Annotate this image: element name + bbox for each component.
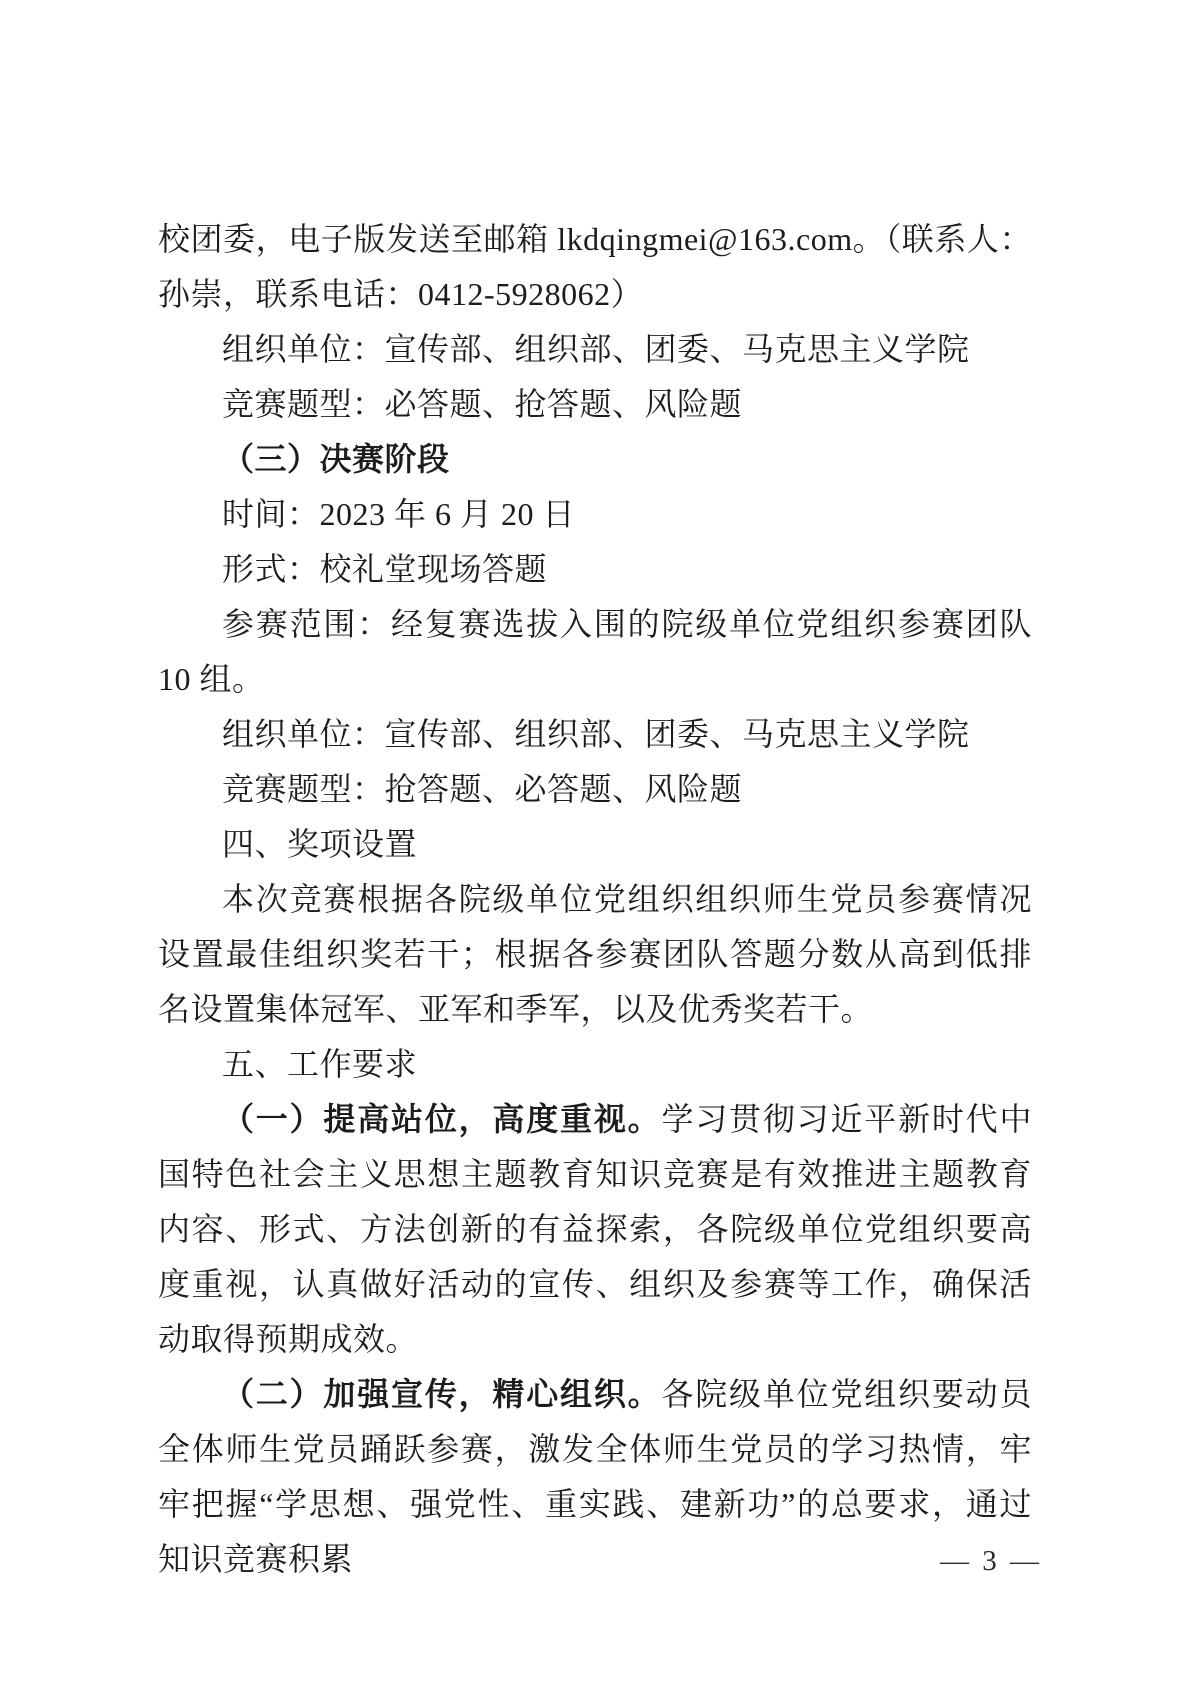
paragraph-scope (158, 597, 1032, 707)
paragraph-text: 校团委，电子版发送至邮箱 lkdqingmei@163.com。（联系人：孙崇，联系电话：0412-5928062） (158, 221, 1032, 312)
paragraph-text: 本次竞赛根据各院级单位党组织组织师生党员参赛情况设置最佳组织奖若干；根据各参赛团队答题分数从高到低排名设置集体冠军、亚军和季军，以及优秀奖若干。 (158, 881, 1032, 1027)
paragraph-text: 时间：2023 年 6 月 20 日 (222, 496, 576, 532)
paragraph-bold-lead: （一）提高站位，高度重视。 (222, 1101, 662, 1137)
paragraph-time (158, 487, 1032, 542)
paragraph-text: 形式：校礼堂现场答题 (222, 551, 548, 587)
paragraph-text: 竞赛题型：必答题、抢答题、风险题 (222, 386, 743, 422)
heading-work-requirements (158, 1037, 1032, 1092)
heading-bold-text: （三）决赛阶段 (222, 441, 450, 477)
paragraph-question-types-2 (158, 762, 1032, 817)
paragraph-text: 学习贯彻习近平新时代中国特色社会主义思想主题教育知识竞赛是有效推进主题教育内容、形式、方法创新的有益探索，各院级单位党组织要高度重视，认真做好活动的宣传、组织及参赛等工作，确保活动取得预期成效。 (158, 1101, 1032, 1357)
paragraph-text: 组织单位：宣传部、组织部、团委、马克思主义学院 (222, 716, 970, 752)
document-body (158, 212, 1032, 1587)
paragraph-requirement-1 (158, 1092, 1032, 1367)
paragraph-organizer-2 (158, 707, 1032, 762)
paragraph-text: 组织单位：宣传部、组织部、团委、马克思主义学院 (222, 331, 970, 367)
heading-text: 五、工作要求 (222, 1046, 418, 1082)
paragraph-text: 参赛范围：经复赛选拔入围的院级单位党组织参赛团队 10 组。 (158, 606, 1032, 697)
paragraph-bold-lead: （二）加强宣传，精心组织。 (222, 1376, 662, 1412)
paragraph-organizer (158, 322, 1032, 377)
heading-final-stage (158, 432, 1032, 487)
paragraph-question-types (158, 377, 1032, 432)
paragraph-awards-detail (158, 872, 1032, 1037)
paragraph-format (158, 542, 1032, 597)
heading-awards (158, 817, 1032, 872)
paragraph-text: 竞赛题型：抢答题、必答题、风险题 (222, 771, 743, 807)
page-number: — 3 — (940, 1545, 1042, 1577)
paragraph-text: 各院级单位党组织要动员全体师生党员踊跃参赛，激发全体师生党员的学习热情，牢牢把握“学思想、强党性、重实践、建新功”的总要求，通过知识竞赛积累 (158, 1376, 1032, 1577)
paragraph-requirement-2 (158, 1367, 1032, 1587)
heading-text: 四、奖项设置 (222, 826, 418, 862)
paragraph-continuation (158, 212, 1032, 322)
